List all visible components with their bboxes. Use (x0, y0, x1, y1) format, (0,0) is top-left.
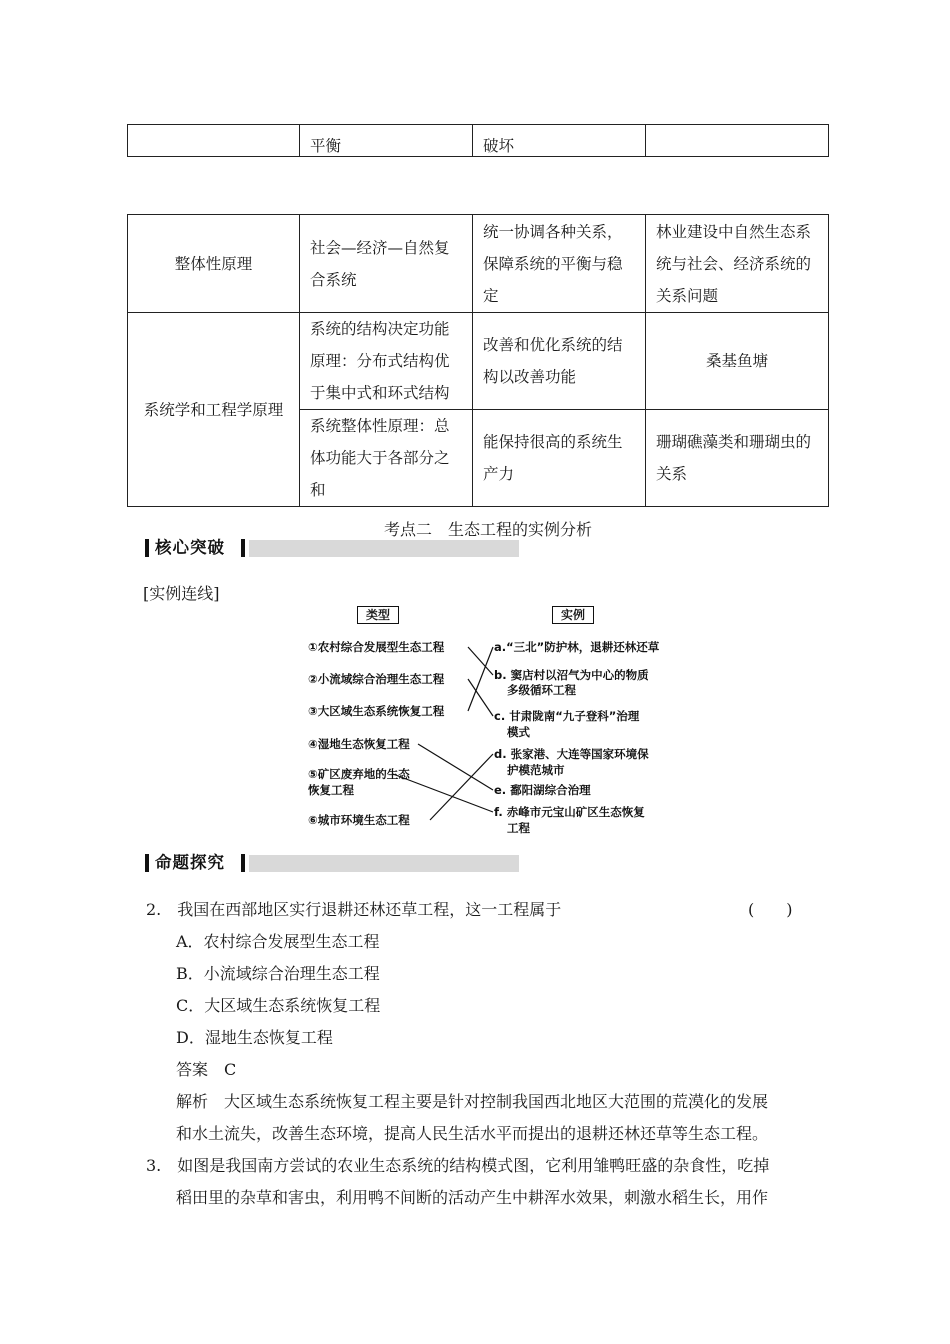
example-item: c. 甘肃陇南“九子登科”治理 (494, 709, 640, 723)
theory-cell: 社会—经济—自然复合系统 (300, 215, 473, 313)
analysis-line: 和水土流失，改善生态环境，提高人民生活水平而提出的退耕还林还草等生态工程。 (176, 1124, 769, 1143)
section-title: 考点二 生态工程的实例分析 (384, 520, 593, 539)
top-table-cell (128, 125, 300, 157)
question-2-stem: 2. 我国在西部地区实行退耕还林还草工程，这一工程属于 (146, 900, 562, 919)
connector-line (430, 754, 493, 820)
question-3-line: 稻田里的杂草和害虫，利用鸭不间断的活动产生中耕浑水效果，刺激水稻生长，用作 (176, 1188, 769, 1207)
example-item: f. 赤峰市元宝山矿区生态恢复 (494, 805, 645, 819)
type-item: ⑥城市环境生态工程 (308, 813, 410, 827)
example-item: a.“三北”防护林，退耕还林还草 (494, 640, 660, 654)
top-table (127, 124, 829, 157)
type-item: ②小流域综合治理生态工程 (308, 672, 445, 686)
example-item: d. 张家港、大连等国家环境保 (494, 747, 649, 761)
principle-cell: 系统学和工程学原理 (128, 313, 300, 507)
theory-cell: 系统的结构决定功能原理：分布式结构优于集中式和环式结构 (300, 313, 473, 410)
match-label: [实例连线] (143, 584, 220, 603)
top-table-cell: 平衡 (300, 125, 473, 157)
top-table-cell (646, 125, 829, 157)
heading-bar (145, 854, 149, 872)
type-item: ③大区域生态系统恢复工程 (308, 704, 445, 718)
option-d: D．湿地生态恢复工程 (176, 1028, 333, 1047)
heading-bar (241, 539, 245, 557)
heading-band (249, 540, 519, 557)
principles-table (127, 214, 829, 507)
heading-exam (145, 852, 519, 874)
table-row (128, 215, 829, 313)
example-cell: 林业建设中自然生态系统与社会、经济系统的关系问题 (646, 215, 829, 313)
matching-diagram (300, 600, 680, 836)
type-item: ⑤矿区废弃地的生态 (308, 767, 410, 781)
example-cell: 珊瑚礁藻类和珊瑚虫的关系 (646, 410, 829, 507)
heading-core-label: 核心突破 (155, 538, 225, 557)
type-item: 恢复工程 (308, 783, 354, 797)
question-2-bracket: ( ) (748, 900, 793, 919)
example-item: 工程 (507, 821, 530, 835)
connector-line (468, 679, 493, 716)
example-item: e. 鄱阳湖综合治理 (494, 783, 591, 797)
heading-bar (241, 854, 245, 872)
meaning-cell: 统一协调各种关系，保障系统的平衡与稳定 (473, 215, 646, 313)
connector-line (418, 744, 493, 790)
theory-cell: 系统整体性原理：总体功能大于各部分之和 (300, 410, 473, 507)
answer: 答案 C (176, 1060, 237, 1079)
connector-line (468, 647, 493, 711)
analysis-line: 解析 大区域生态系统恢复工程主要是针对控制我国西北地区大范围的荒漠化的发展 (176, 1092, 769, 1111)
example-item: 护模范城市 (507, 763, 565, 777)
question-3-line: 3. 如图是我国南方尝试的农业生态系统的结构模式图，它利用雏鸭旺盛的杂食性，吃掉 (146, 1156, 770, 1175)
option-a: A．农村综合发展型生态工程 (176, 932, 380, 951)
connector-line (468, 647, 493, 675)
option-b: B．小流域综合治理生态工程 (176, 964, 380, 983)
heading-band (249, 855, 519, 872)
example-header: 实例 (552, 606, 594, 624)
option-c: C．大区域生态系统恢复工程 (176, 996, 381, 1015)
example-cell: 桑基鱼塘 (646, 313, 829, 410)
example-item: b. 窦店村以沼气为中心的物质 (494, 668, 649, 682)
principle-cell: 整体性原理 (128, 215, 300, 313)
heading-exam-label: 命题探究 (155, 853, 225, 872)
connector-lines (300, 600, 680, 836)
type-item: ①农村综合发展型生态工程 (308, 640, 445, 654)
example-item: 模式 (507, 725, 530, 739)
top-table-cell: 破坏 (473, 125, 646, 157)
heading-core (145, 537, 519, 559)
heading-bar (145, 539, 149, 557)
table-row (128, 313, 829, 410)
meaning-cell: 改善和优化系统的结构以改善功能 (473, 313, 646, 410)
meaning-cell: 能保持很高的系统生产力 (473, 410, 646, 507)
type-header: 类型 (357, 606, 399, 624)
type-item: ④湿地生态恢复工程 (308, 737, 410, 751)
example-item: 多级循环工程 (507, 683, 576, 697)
